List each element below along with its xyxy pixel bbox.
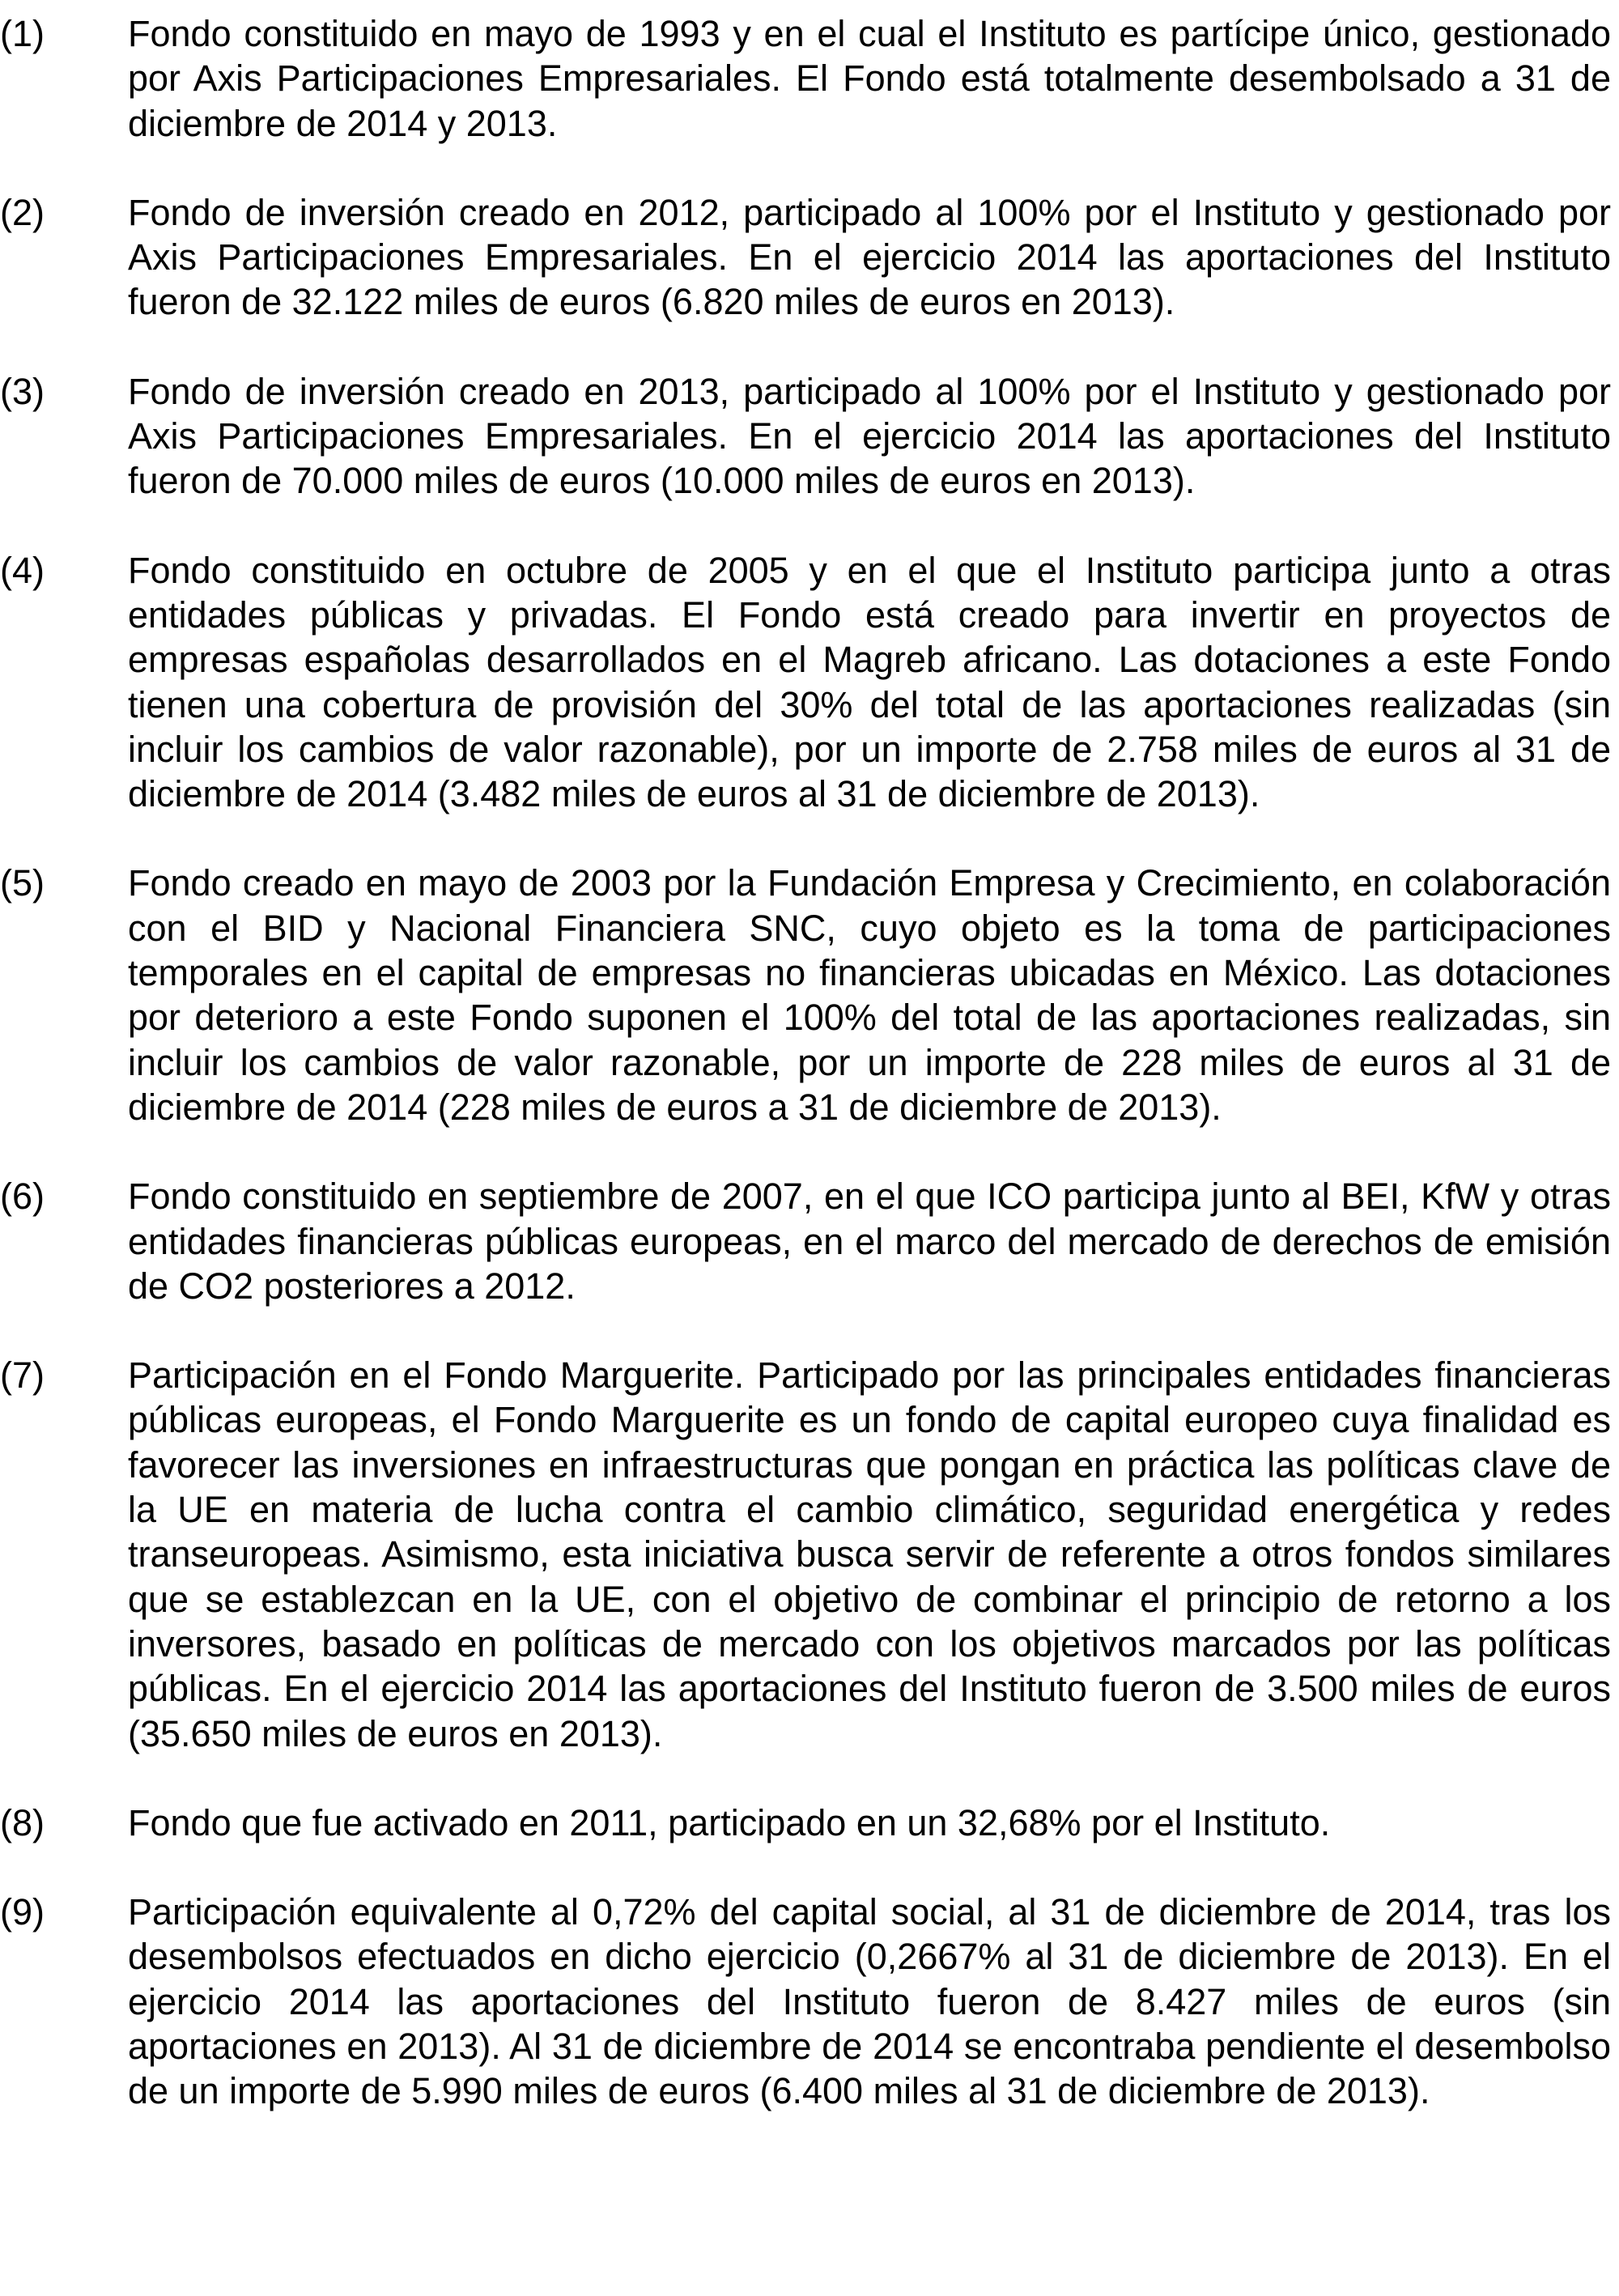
- footnote-7: [0, 1353, 1619, 1756]
- footnote-2: [0, 190, 1619, 325]
- footnote-text: Fondo constituido en septiembre de 2007, en el que ICO participa junto al BEI, KfW y otras entidades financieras públicas europeas, en el marco del mercado de derechos de emisión de CO2 posteriores a 2012.: [128, 1176, 1611, 1307]
- footnote-number: (9): [0, 1891, 45, 1933]
- footnote-6: [0, 1174, 1619, 1308]
- footnote-text: Fondo de inversión creado en 2012, participado al 100% por el Instituto y gestionado por Axis Participaciones Empresariales. En el ejercicio 2014 las aportaciones del Instituto fueron de 32.122 miles de euros (6.820 miles de euros en 2013).: [128, 191, 1611, 323]
- footnote-1: [0, 11, 1619, 146]
- footnote-number: (1): [0, 13, 45, 54]
- footnote-5: [0, 861, 1619, 1129]
- footnote-text: Fondo constituido en mayo de 1993 y en el cual el Instituto es partícipe único, gestionado por Axis Participaciones Empresariales. El Fondo está totalmente desembolsado a 31 de diciembre de 2014 y 2013.: [128, 13, 1611, 144]
- footnote-text: Participación en el Fondo Marguerite. Participado por las principales entidades financieras públicas europeas, el Fondo Marguerite es un fondo de capital europeo cuya finalidad es favorecer las inversiones en infraestructuras que pongan en práctica las políticas clave de la UE en materia de lucha contra el cambio climático, seguridad energética y redes transeuropeas. Asimismo, esta iniciativa busca servir de referente a otros fondos similares que se establezcan en la UE, con el objetivo de combinar el principio de retorno a los inversores, basado en políticas de mercado con los objetivos marcados por las políticas públicas. En el ejercicio 2014 las aportaciones del Instituto fueron de 3.500 miles de euros (35.650 miles de euros en 2013).: [128, 1354, 1611, 1754]
- footnote-text: Fondo constituido en octubre de 2005 y en el que el Instituto participa junto a otras entidades públicas y privadas. El Fondo está creado para invertir en proyectos de empresas españolas desarrollados en el Magreb africano. Las dotaciones a este Fondo tienen una cobertura de provisión del 30% del total de las aportaciones realizadas (sin incluir los cambios de valor razonable), por un importe de 2.758 miles de euros al 31 de diciembre de 2014 (3.482 miles de euros al 31 de diciembre de 2013).: [128, 549, 1611, 815]
- footnote-number: (5): [0, 862, 45, 904]
- footnote-text: Fondo de inversión creado en 2013, participado al 100% por el Instituto y gestionado por Axis Participaciones Empresariales. En el ejercicio 2014 las aportaciones del Instituto fueron de 70.000 miles de euros (10.000 miles de euros en 2013).: [128, 370, 1611, 502]
- footnote-number: (2): [0, 191, 45, 233]
- footnote-text: Participación equivalente al 0,72% del capital social, al 31 de diciembre de 2014, tras los desembolsos efectuados en dicho ejercicio (0,2667% al 31 de diciembre de 2013). En el ejercicio 2014 las aportaciones del Instituto fueron de 8.427 miles de euros (sin aportaciones en 2013). Al 31 de diciembre de 2014 se encontraba pendiente el desembolso de un importe de 5.990 miles de euros (6.400 miles al 31 de diciembre de 2013).: [128, 1891, 1611, 2112]
- footnote-text: Fondo que fue activado en 2011, participado en un 32,68% por el Instituto.: [128, 1801, 1331, 1843]
- footnote-number: (8): [0, 1801, 45, 1843]
- footnote-3: [0, 369, 1619, 504]
- footnote-number: (3): [0, 370, 45, 412]
- footnote-number: (6): [0, 1176, 45, 1218]
- footnotes-list: [0, 11, 1619, 2158]
- footnote-8: [0, 1801, 1619, 1845]
- footnote-9: [0, 1890, 1619, 2113]
- footnote-number: (4): [0, 549, 45, 591]
- footnote-number: (7): [0, 1354, 45, 1397]
- footnote-4: [0, 548, 1619, 817]
- footnote-text: Fondo creado en mayo de 2003 por la Fundación Empresa y Crecimiento, en colaboración con el BID y Nacional Financiera SNC, cuyo objeto es la toma de participaciones temporales en el capital de empresas no financieras ubicadas en México. Las dotaciones por deterioro a este Fondo suponen el 100% del total de las aportaciones realizadas, sin incluir los cambios de valor razonable, por un importe de 228 miles de euros al 31 de diciembre de 2014 (228 miles de euros a 31 de diciembre de 2013).: [128, 862, 1611, 1128]
